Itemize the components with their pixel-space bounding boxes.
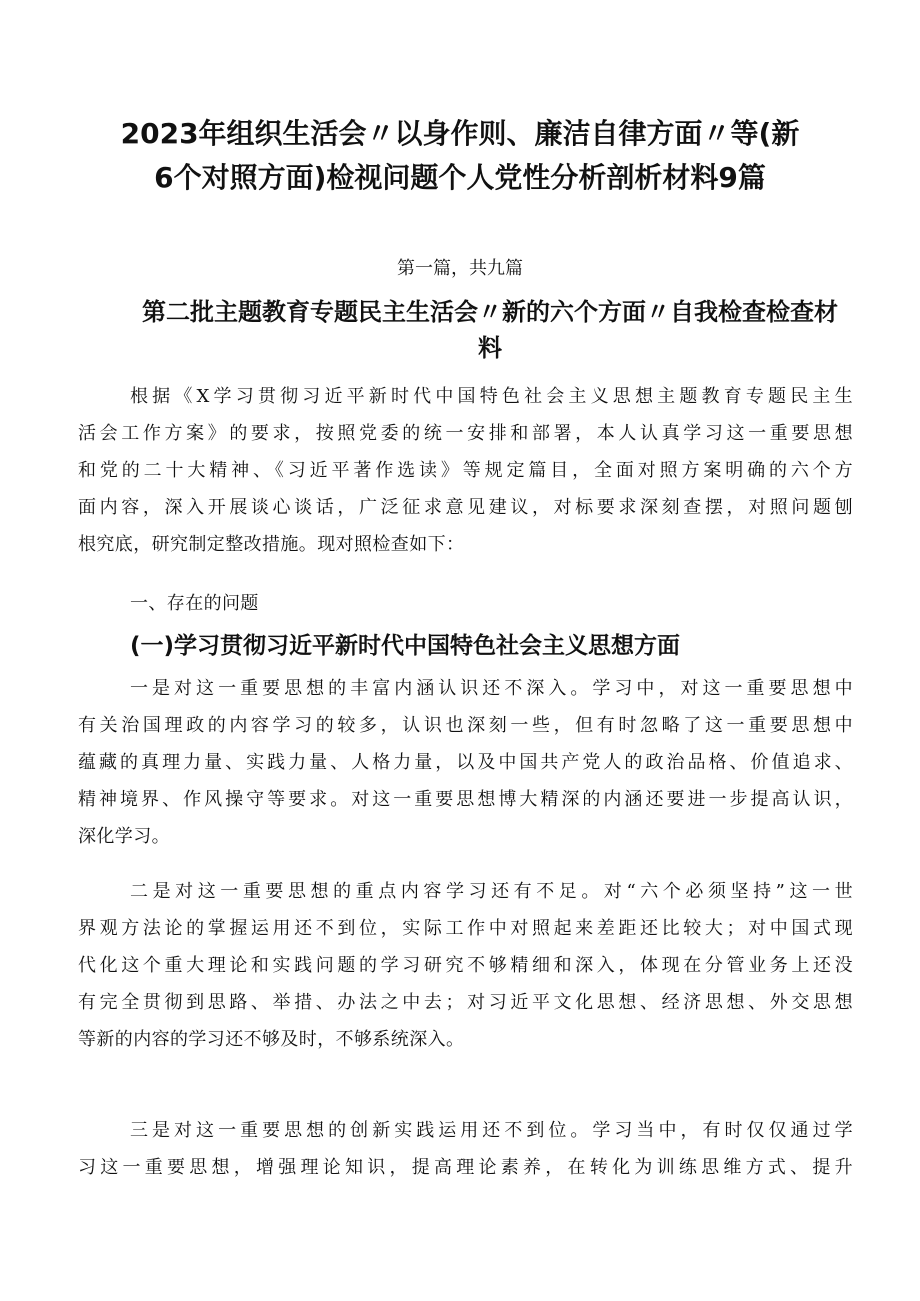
para3-line-1: 三是对这一重要思想的创新实践运用还不到位。学习当中，有时仅仅通过学	[130, 1120, 853, 1141]
para3-line-2: 习这一重要思想，增强理论知识，提高理论素养，在转化为训练思维方式、提升	[78, 1157, 853, 1178]
intro-paragraph	[78, 378, 853, 563]
section-heading-block	[78, 585, 853, 622]
subsection-heading: (一)学习贯彻习近平新时代中国特色社会主义思想方面	[130, 633, 681, 659]
paragraph-1	[78, 670, 853, 855]
para1-line-2: 有关治国理政的内容学习的较多，认识也深刻一些，但有时忽略了这一重要思想中	[78, 715, 853, 736]
para2-line-2: 界观方法论的掌握运用还不到位，实际工作中对照起来差距还比较大；对中国式现	[78, 918, 853, 939]
intro-line-3: 和党的二十大精神、《习近平著作选读》等规定篇目，全面对照方案明确的六个方	[78, 460, 853, 481]
para2-line-3: 代化这个重大理论和实践问题的学习研究不够精细和深入，体现在分管业务上还没	[78, 955, 853, 976]
part-label: 第一篇，共九篇	[397, 258, 523, 279]
intro-line-1: 根据《X学习贯彻习近平新时代中国特色社会主义思想主题教育专题民主生	[130, 386, 853, 407]
document-title	[88, 112, 832, 200]
para1-line-5: 深化学习。	[78, 826, 170, 847]
para1-line-4: 精神境界、作风操守等要求。对这一重要思想博大精深的内涵还要进一步提高认识，	[78, 789, 853, 810]
paragraph-3	[78, 1112, 853, 1186]
document-title-line-1: 2023年组织生活会〃以身作则、廉洁自律方面〃等(新	[120, 117, 800, 150]
para1-line-3: 蕴藏的真理力量、实践力量、人格力量，以及中国共产党人的政治品格、价值追求、	[78, 752, 853, 773]
intro-line-5: 根究底，研究制定整改措施。现对照检查如下：	[78, 534, 465, 555]
article-subtitle	[115, 294, 865, 366]
paragraph-2	[78, 873, 853, 1058]
para2-line-4: 有完全贯彻到思路、举措、办法之中去；对习近平文化思想、经济思想、外交思想	[78, 992, 853, 1013]
para2-line-1: 二是对这一重要思想的重点内容学习还有不足。对“六个必须坚持”这一世	[130, 881, 853, 902]
para2-line-5: 等新的内容的学习还不够及时，不够系统深入。	[78, 1029, 465, 1050]
para1-line-1: 一是对这一重要思想的丰富内涵认识还不深入。学习中，对这一重要思想中	[130, 678, 853, 699]
document-title-line-2: 6个对照方面)检视问题个人党性分析剖析材料9篇	[154, 161, 766, 194]
section-heading: 一、存在的问题	[130, 593, 259, 614]
intro-line-2: 活会工作方案》的要求，按照党委的统一安排和部署，本人认真学习这一重要思想	[78, 423, 853, 444]
intro-line-4: 面内容，深入开展谈心谈话，广泛征求意见建议，对标要求深刻查摆，对照问题刨	[78, 497, 853, 518]
article-subtitle-line-2: 料	[478, 334, 502, 362]
article-subtitle-line-1: 第二批主题教育专题民主生活会〃新的六个方面〃自我检查检查材	[142, 298, 838, 326]
